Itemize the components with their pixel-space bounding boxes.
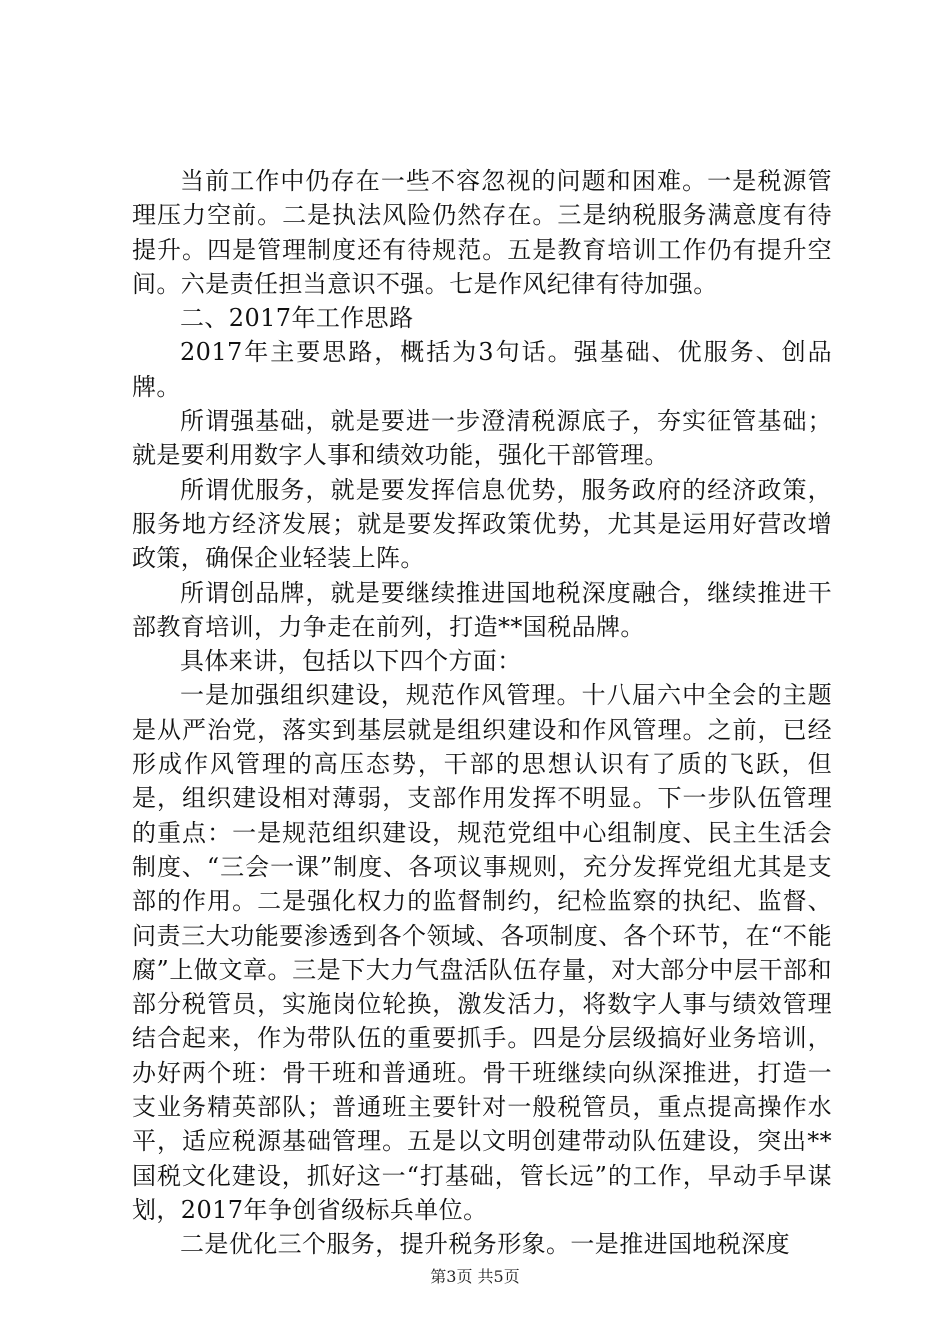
paragraph-create-brand: 所谓创品牌，就是要继续推进国地税深度融合，继续推进干部教育培训，力争走在前列，打造**国税品牌。 xyxy=(132,578,832,641)
paragraph-strengthen-foundation: 所谓强基础，就是要进一步澄清税源底子，夯实征管基础；就是要利用数字人事和绩效功能，强化干部管理。 xyxy=(132,407,832,470)
section-heading: 二、2017年工作思路 xyxy=(180,304,414,333)
document-body xyxy=(132,164,832,1262)
paragraph-optimize-service: 所谓优服务，就是要发挥信息优势，服务政府的经济政策，服务地方经济发展；就是要发挥政策优势，尤其是运用好营改增政策，确保企业轻装上阵。 xyxy=(132,475,832,573)
paragraph-organization-building: 一是加强组织建设，规范作风管理。十八届六中全会的主题是从严治党，落实到基层就是组织建设和作风管理。之前，已经形成作风管理的高压态势，干部的思想认识有了质的飞跃，但是，组织建设相对薄弱，支部作用发挥不明显。下一步队伍管理的重点：一是规范组织建设，规范党组中心组制度、民主生活会制度、“三会一课”制度、各项议事规则，充分发挥党组尤其是支部的作用。二是强化权力的监督制约，纪检监察的执纪、监督、问责三大功能要渗透到各个领域、各项制度、各个环节，在“不能腐”上做文章。三是下大力气盘活队伍存量，对大部分中层干部和部分税管员，实施岗位轮换，激发活力，将数字人事与绩效管理结合起来，作为带队伍的重要抓手。四是分层级搞好业务培训，办好两个班：骨干班和普通班。骨干班继续向纵深推进，打造一支业务精英部队；普通班主要针对一般税管员，重点提高操作水平，适应税源基础管理。五是以文明创建带动队伍建设，突出**国税文化建设，抓好这一“打基础，管长远”的工作，早动手早谋划，2017年争创省级标兵单位。 xyxy=(132,681,832,1224)
paragraph-three-services: 二是优化三个服务，提升税务形象。一是推进国地税深度 xyxy=(180,1230,790,1259)
paragraph-issues: 当前工作中仍存在一些不容忽视的问题和困难。一是税源管理压力空前。二是执法风险仍然存在。三是纳税服务满意度有待提升。四是管理制度还有待规范。五是教育培训工作仍有提升空间。六是责任担当意识不强。七是作风纪律有待加强。 xyxy=(132,167,832,298)
paragraph-four-aspects: 具体来讲，包括以下四个方面： xyxy=(180,647,522,676)
page-footer: 第3页 共5页 xyxy=(430,1267,520,1286)
paragraph-main-idea: 2017年主要思路，概括为3句话。强基础、优服务、创品牌。 xyxy=(132,338,832,401)
